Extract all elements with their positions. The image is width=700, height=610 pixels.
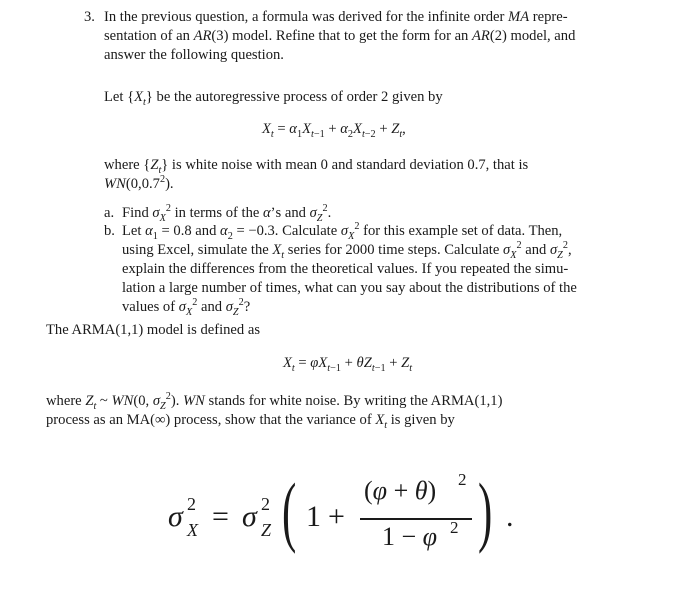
arma-where-text: where $Z_t$ ~ WN(0, $\sigma_Z^2$). WN stands for white noise. By writing the ARMA(1,1) process as an MA(∞) process, show that the variance of $X_t$ is given by	[46, 391, 503, 431]
ar2-equation: $X_t = \alpha_1X_{t-1} + \alpha_2X_{t-2} + Z_t$,	[262, 121, 406, 140]
variance-formula: σ 2 X = σ 2 Z ( 1 + (φ + θ) 2 1 − φ 2 ) .	[168, 467, 514, 554]
question-number: 3.	[84, 9, 95, 25]
question-3-text: In the previous question, a formula was derived for the infinite order MA repre- sentation of an AR(3) model. Refine that to get the form for an AR(2) model, and answer the following question.	[104, 9, 576, 63]
part-a-label: a.	[104, 205, 115, 221]
part-b-label: b.	[104, 223, 115, 239]
let-line: Let $\{X_t\}$ be the autoregressive process of order 2 given by	[104, 89, 443, 108]
arma-intro: The ARMA(1,1) model is defined as	[46, 322, 261, 338]
arma-equation: $X_t = \varphi X_{t-1} + \theta Z_{t-1} + Z_t$	[283, 355, 413, 374]
part-a-text: Find $\sigma_X^2$ in terms of the α’s and $\sigma_Z^2$.	[122, 203, 332, 224]
white-noise-definition: where $\{Z_t\}$ is white noise with mean 0 and standard deviation 0.7, that is WN(0,0.7$^2$).	[104, 157, 529, 192]
part-b-text: Let $\alpha_1 = 0.8$ and $\alpha_2 = -0.3$. Calculate $\sigma_X^2$ for this example set of data. Then, using Excel, simulate the $X_t$ series for 2000 time steps. Calculate $\sigma_X^2$ and $\sigma_Z^2$, explain the differences from the theoretical values. If you repeated the simu- lation a large number of times, what can you say about the distributions of the values of $\sigma_X^2$ and $\sigma_Z^2$?	[122, 221, 577, 318]
